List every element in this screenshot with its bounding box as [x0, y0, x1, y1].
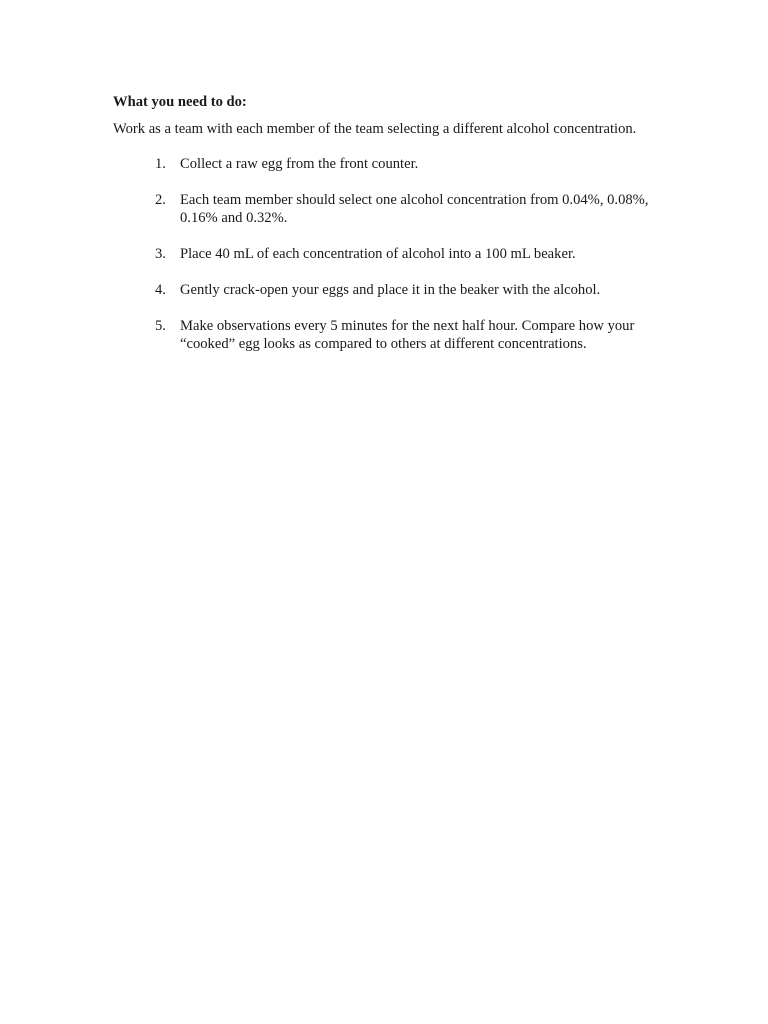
list-item	[155, 191, 665, 227]
intro-text: Work as a team with each member of the team selecting a different alcohol concentration.	[113, 121, 637, 137]
step-number: 4.	[155, 282, 166, 298]
step-number: 5.	[155, 318, 166, 334]
list-item	[155, 245, 665, 263]
step-text: Each team member should select one alcohol concentration from 0.04%, 0.08%, 0.16% and 0.32%.	[180, 192, 649, 226]
section-heading: What you need to do:	[113, 94, 247, 110]
step-text: Gently crack-open your eggs and place it in the beaker with the alcohol.	[180, 282, 601, 298]
instruction-list	[155, 155, 665, 371]
step-number: 3.	[155, 246, 166, 262]
step-number: 2.	[155, 192, 166, 208]
step-number: 1.	[155, 156, 166, 172]
step-text: Collect a raw egg from the front counter.	[180, 156, 419, 172]
list-item	[155, 317, 665, 353]
step-text: Place 40 mL of each concentration of alcohol into a 100 mL beaker.	[180, 246, 576, 262]
list-item	[155, 155, 665, 173]
list-item	[155, 281, 665, 299]
step-text: Make observations every 5 minutes for the next half hour. Compare how your “cooked” egg looks as compared to others at different concentrations.	[180, 318, 635, 352]
